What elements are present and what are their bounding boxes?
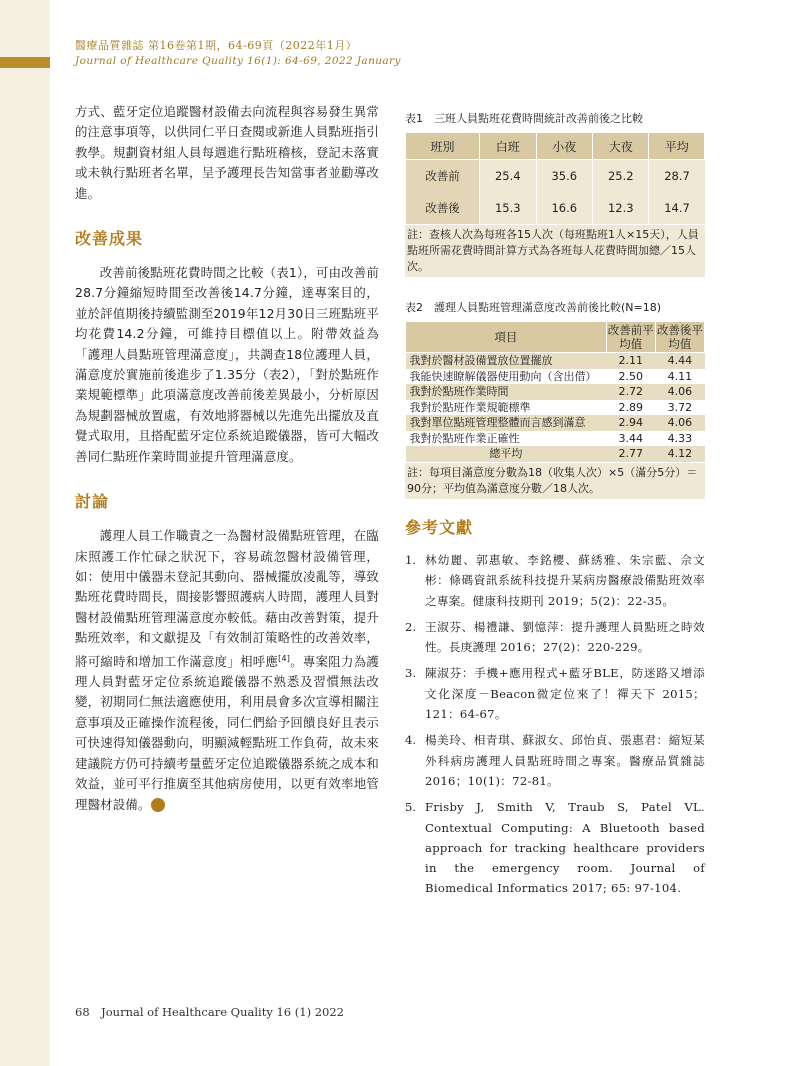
- table1-cell: 16.6: [536, 192, 592, 224]
- intro-paragraph: 方式、藍牙定位追蹤醫材設備去向流程與容易發生異常的注意事項等，以供同仁平日查閱或新進人員點班指引教學。規劃資材組人員每週進行點班稽核，登記未落實或未執行點班者名單，呈予護理長告知當事者並勸導改進。: [75, 104, 379, 201]
- left-column: [75, 102, 379, 815]
- table2-item: 我能快速瞭解儀器使用動向（含出借）: [409, 369, 597, 383]
- reference-number: 5.: [405, 800, 417, 815]
- reference-item: [405, 663, 705, 724]
- table2-item: 我對於醫材設備置放位置擺放: [406, 353, 607, 369]
- table2: [405, 321, 705, 462]
- table2-header: 改善後平均值: [656, 323, 703, 351]
- table2-caption: 表2 護理人員點班管理滿意度改善前後比較(N=18): [405, 301, 662, 314]
- references-heading: 參考文獻: [405, 518, 474, 537]
- table1-header: 班別: [406, 133, 480, 160]
- reference-text: 林幼麗、郭惠敏、李銘櫻、蘇綉雅、朱宗藍、佘文彬：條碼資訊系統科技提升某病房醫療設備點班效率之專案。健康科技期刊 2019；5(2)：22-35。: [425, 553, 705, 608]
- table1-caption: 表1 三班人員點班花費時間統計改善前後之比較: [405, 112, 643, 125]
- table2-after: 4.11: [667, 369, 693, 383]
- reference-number: 4.: [405, 733, 417, 748]
- table2-note: 註：每項目滿意度分數為18（收集人次）×5（滿分5分）＝90分；平均值為滿意度分數／18人次。: [405, 463, 705, 499]
- table2-item: 我對單位點班管理整體而言感到滿意: [406, 415, 607, 431]
- left-margin-band: [0, 0, 50, 1066]
- table-row: [406, 160, 705, 193]
- reference-item: [405, 617, 705, 658]
- reference-text: 陳淑芬：手機+應用程式+藍牙BLE，防迷路又增添文化深度－Beacon微定位來了！禪天下 2015；121：64-67。: [425, 666, 705, 722]
- results-heading: 改善成果: [75, 229, 144, 249]
- table2-after: 4.44: [655, 353, 704, 369]
- table-row: [406, 400, 705, 416]
- discussion-text-a: 護理人員工作職責之一為醫材設備點班管理，在臨床照護工作忙碌之狀況下，容易疏忽醫材設備管理，如：使用中儀器未登記其動向、器械擺放凌亂等，導致點班花費時間長，間接影響照護病人時間，護理人員對醫材設備點班管理滿意度亦較低。藉由改善對策，提升點班效率，和文獻提及「有效制訂策略性的改善效率，將可縮時和增加工作滿意度」相呼應: [75, 528, 379, 669]
- reference-text: 楊美玲、相青琪、蘇淑女、邱怡貞、張惠君：縮短某外科病房護理人員點班時間之專案。醫療品質雜誌 2016；10(1)：72-81。: [425, 733, 705, 788]
- table2-after: 4.33: [667, 431, 693, 445]
- table2-after: 3.72: [667, 400, 693, 414]
- reference-number: 3.: [405, 666, 417, 681]
- running-header: [75, 38, 401, 68]
- table1-header: 白班: [480, 133, 536, 160]
- table-row: [406, 431, 705, 447]
- table1-cell: 14.7: [649, 192, 705, 224]
- table-row: [406, 353, 705, 369]
- table1-cell: 改善前: [406, 160, 480, 193]
- table1-cell: 15.3: [480, 192, 536, 224]
- table2-header: 項目: [406, 322, 607, 353]
- table2-before: 2.77: [606, 446, 655, 462]
- table1-cell: 35.6: [536, 160, 592, 193]
- reference-item: [405, 730, 705, 791]
- table1-cell: 25.2: [593, 160, 649, 193]
- table2-item: 我對於點班作業規範標準: [409, 400, 531, 414]
- header-accent-bar: [0, 57, 50, 68]
- table1-cell: 12.3: [593, 192, 649, 224]
- table2-item: 我對於點班作業時間: [406, 384, 607, 400]
- table1-header: 小夜: [536, 133, 592, 160]
- table-row: [406, 369, 705, 385]
- table2-before: 2.94: [606, 415, 655, 431]
- table2-total-label: 總平均: [406, 446, 607, 462]
- table1-cell: 28.7: [649, 160, 705, 193]
- table1-header: 平均: [649, 133, 705, 160]
- citation-ref: [4]: [278, 653, 291, 663]
- journal-title-en: Journal of Healthcare Quality 16(1): 64-69, 2022 January: [75, 55, 401, 67]
- table2-before: 2.11: [606, 353, 655, 369]
- table2-after: 4.12: [655, 446, 704, 462]
- table1-header-row: [406, 133, 705, 160]
- table-row: [406, 192, 705, 224]
- end-mark-icon: 完: [151, 798, 165, 812]
- table-row: [406, 384, 705, 400]
- table-row: [406, 446, 705, 462]
- page-footer: 68 Journal of Healthcare Quality 16 (1) 2022: [75, 1005, 344, 1019]
- table2-before: 2.89: [618, 400, 644, 414]
- discussion-text-b: 。專案阻力為護理人員對藍牙定位系統追蹤儀器不熟悉及習慣無法改變，初期同仁無法適應使用，利用晨會多次宣導相關注意事項及正確操作流程後，同仁們給予回饋良好且表示可快速得知儀器動向，明顯減輕點班工作負荷，故未來建議院方仍可持續考量藍牙定位追蹤儀器系統之成本和效益，並可平行推廣至其他病房使用，以更有效率地管理醫材設備。: [75, 653, 379, 812]
- reference-number: 1.: [405, 553, 417, 567]
- table-row: [406, 415, 705, 431]
- table2-after: 4.06: [655, 415, 704, 431]
- table2-item: 我對於點班作業正確性: [409, 431, 520, 445]
- discussion-heading: 討論: [75, 492, 110, 512]
- table2-before: 2.50: [618, 369, 644, 383]
- table2-header: 改善前平均值: [607, 323, 654, 351]
- table1-note: 註：查核人次為每班各15人次（每班點班1人×15天），人員點班所需花費時間計算方式為各班每人花費時間加總／15人次。: [405, 225, 705, 277]
- reference-item: [405, 550, 705, 611]
- references-list: [405, 550, 705, 905]
- discussion-paragraph: [75, 526, 379, 815]
- table1-cell: 改善後: [406, 192, 480, 224]
- table2-after: 4.06: [655, 384, 704, 400]
- reference-text: Frisby J, Smith V, Traub S, Patel VL. Contextual Computing: A Bluetooth based approach for tracking healthcare providers in the emergency room. Journal of Biomedical Informatics 2017; 65: 97-104.: [425, 800, 705, 896]
- reference-number: 2.: [405, 619, 417, 634]
- table2-before: 2.72: [606, 384, 655, 400]
- right-column: [405, 110, 705, 499]
- table2-header-row: [406, 322, 705, 353]
- results-paragraph: 改善前後點班花費時間之比較（表1），可由改善前28.7分鐘縮短時間至改善後14.7分鐘，達專案目的，並於評值期後持續監測至2019年12月30日三班點班平均花費14.2分鐘，可維持目標值以上。附帶效益為「護理人員點班管理滿意度」，共調查18位護理人員，滿意度於實施前後進步了1.35分（表2），「對於點班作業規範標準」此項滿意度改善前後差異最小，分析原因為規劃器械放置處，有效地將器械以先進先出擺放及直覺式取用，且搭配藍牙定位系統追蹤儀器，皆可大幅改善同仁點班作業時間並提升管理滿意度。: [75, 265, 379, 464]
- table1-header: 大夜: [593, 133, 649, 160]
- reference-item: [405, 797, 705, 898]
- table1: [405, 132, 705, 224]
- reference-text: 王淑芬、楊禮謙、劉憶萍：提升護理人員點班之時效性。長庚護理 2016；27(2)：220-229。: [425, 619, 705, 655]
- table2-before: 3.44: [618, 431, 644, 445]
- journal-title-zh: 醫療品質雜誌 第16卷第1期，64-69頁（2022年1月）: [75, 39, 358, 52]
- table1-cell: 25.4: [480, 160, 536, 193]
